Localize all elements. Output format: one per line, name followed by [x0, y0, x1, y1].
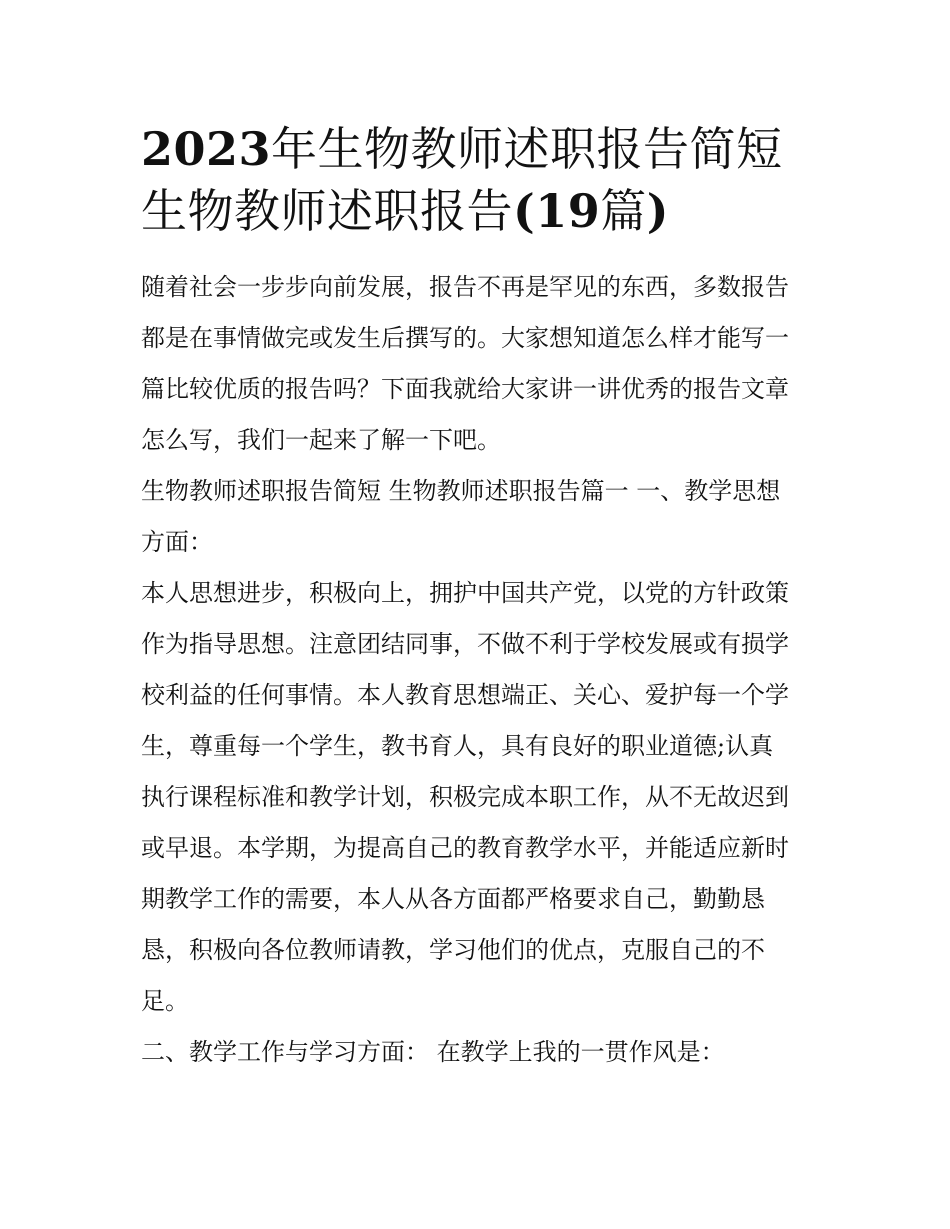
document-body: [141, 262, 813, 1078]
title-line-2-text: 生物教师述职报告: [141, 184, 513, 238]
text-line: 二、教学工作与学习方面： 在教学上我的一贯作风是：: [141, 1038, 725, 1066]
text-line: 都是在事情做完或发生后撰写的。大家想知道怎么样才能写一: [141, 324, 789, 352]
title-line-2: [141, 180, 813, 242]
title-year: 2023: [141, 122, 272, 176]
text-line: 随着社会一步步向前发展，报告不再是罕见的东西，多数报告: [141, 273, 789, 301]
document-page: [141, 118, 813, 1078]
text-line: 或早退。本学期，为提高自己的教育教学水平，并能适应新时: [141, 834, 789, 862]
title-line-1-text: 年生物教师述职报告简短: [271, 122, 783, 176]
text-line: 篇比较优质的报告吗？下面我就给大家讲一讲优秀的报告文章: [141, 375, 789, 403]
paragraph-section-two: [141, 1027, 813, 1078]
title-count-unit: 篇: [600, 184, 647, 238]
text-line: 校利益的任何事情。本人教育思想端正、关心、爱护每一个学: [141, 681, 789, 709]
text-line: 足。: [141, 987, 189, 1015]
text-line: 期教学工作的需要，本人从各方面都严格要求自己，勤勤恳: [141, 885, 765, 913]
text-line: 生，尊重每一个学生，教书育人，具有良好的职业道德;认真: [141, 732, 774, 760]
title-count: (19: [513, 184, 601, 238]
paragraph-teaching-thought: [141, 568, 813, 1027]
title-close-paren: ): [646, 184, 670, 238]
document-title: [141, 118, 813, 242]
text-line: 本人思想进步，积极向上，拥护中国共产党，以党的方针政策: [141, 579, 789, 607]
text-line: 生物教师述职报告简短 生物教师述职报告篇一 一、教学思想: [141, 477, 781, 505]
text-line: 恳，积极向各位教师请教，学习他们的优点，克服自己的不: [141, 936, 765, 964]
paragraph-section-heading: [141, 466, 813, 568]
text-line: 作为指导思想。注意团结同事，不做不利于学校发展或有损学: [141, 630, 789, 658]
text-line: 怎么写，我们一起来了解一下吧。: [141, 426, 501, 454]
title-line-1: [141, 118, 813, 180]
paragraph-intro: [141, 262, 813, 466]
text-line: 方面：: [141, 528, 213, 556]
text-line: 执行课程标准和教学计划，积极完成本职工作，从不无故迟到: [141, 783, 789, 811]
